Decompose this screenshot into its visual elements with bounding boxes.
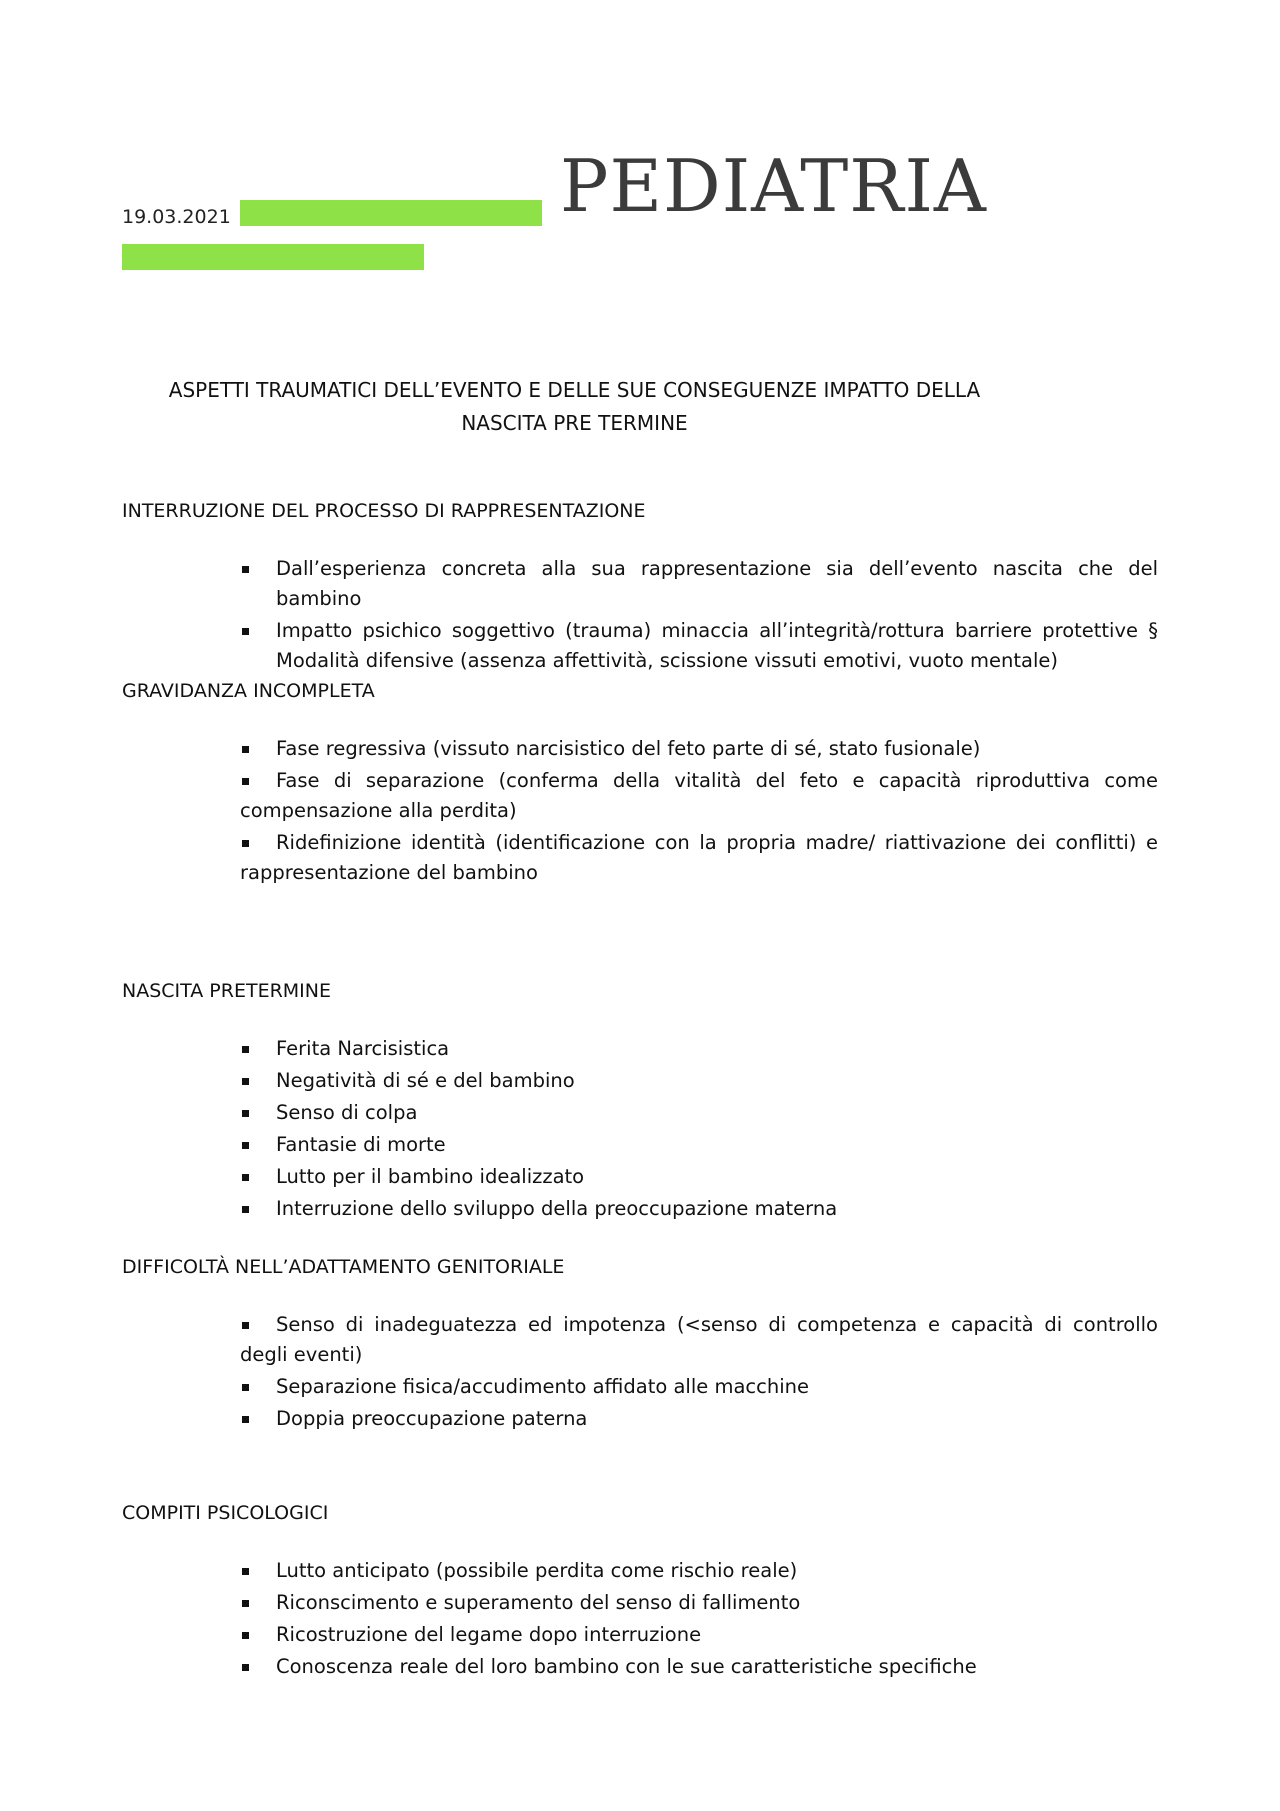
list-item: Fase regressiva (vissuto narcisistico del feto parte di sé, stato fusionale) — [240, 734, 1158, 764]
list-item: Senso di inadeguatezza ed impotenza (<senso di competenza e capacità di controllo degli eventi) — [240, 1313, 1158, 1366]
bullet-square-icon — [242, 1078, 249, 1085]
list-item: Fase di separazione (conferma della vitalità del feto e capacità riproduttiva come compensazione alla perdita) — [240, 769, 1158, 822]
bullet-list-compiti — [240, 1556, 1158, 1684]
bullet-square-icon — [242, 1142, 249, 1149]
list-item: Negatività di sé e del bambino — [240, 1066, 1158, 1096]
bullet-square-icon — [242, 1600, 249, 1607]
bullet-square-icon — [242, 1568, 249, 1575]
list-item: Separazione fisica/accudimento affidato alle macchine — [240, 1372, 1158, 1402]
bullet-list-nascita — [240, 1034, 1158, 1226]
accent-bar-bottom — [122, 244, 424, 270]
bullet-square-icon — [242, 1632, 249, 1639]
list-item: Conoscenza reale del loro bambino con le sue caratteristiche specifiche — [240, 1652, 1158, 1682]
list-item: Lutto anticipato (possibile perdita come rischio reale) — [240, 1556, 1158, 1586]
list-item: Dall’esperienza concreta alla sua rappresentazione sia dell’evento nascita che del bambino — [240, 554, 1158, 614]
section-heading-interruzione: INTERRUZIONE DEL PROCESSO DI RAPPRESENTAZIONE — [122, 500, 646, 522]
list-item: Fantasie di morte — [240, 1130, 1158, 1160]
list-item: Senso di colpa — [240, 1098, 1158, 1128]
list-item: Ferita Narcisistica — [240, 1034, 1158, 1064]
list-item: Riconscimento e superamento del senso di fallimento — [240, 1588, 1158, 1618]
bullet-square-icon — [242, 746, 249, 753]
bullet-square-icon — [242, 1174, 249, 1181]
main-heading-line-2: NASCITA PRE TERMINE — [461, 411, 688, 435]
page-title: PEDIATRIA — [560, 144, 987, 228]
bullet-square-icon — [242, 628, 249, 635]
bullet-square-icon — [242, 1046, 249, 1053]
list-item: Interruzione dello sviluppo della preoccupazione materna — [240, 1194, 1158, 1224]
list-item: Ridefinizione identità (identificazione con la propria madre/ riattivazione dei conflitti) e rappresentazione del bambino — [240, 831, 1158, 884]
list-item: Ricostruzione del legame dopo interruzione — [240, 1620, 1158, 1650]
bullet-square-icon — [242, 566, 249, 573]
list-item: Doppia preoccupazione paterna — [240, 1404, 1158, 1434]
section-heading-compiti: COMPITI PSICOLOGICI — [122, 1502, 329, 1524]
list-item: Lutto per il bambino idealizzato — [240, 1162, 1158, 1192]
bullet-square-icon — [242, 1322, 249, 1329]
list-item: Impatto psichico soggettivo (trauma) minaccia all’integrità/rottura barriere protettive § Modalità difensive (assenza affettività, scissione vissuti emotivi, vuoto mentale) — [240, 616, 1158, 676]
accent-bar-top — [240, 200, 542, 226]
document-date: 19.03.2021 — [122, 206, 231, 228]
bullet-square-icon — [242, 840, 249, 847]
bullet-square-icon — [242, 1416, 249, 1423]
bullet-square-icon — [242, 1206, 249, 1213]
section-heading-gravidanza: GRAVIDANZA INCOMPLETA — [122, 680, 375, 702]
bullet-list-interruzione — [240, 554, 1158, 678]
bullet-list-difficolta — [240, 1310, 1158, 1436]
bullet-square-icon — [242, 1110, 249, 1117]
main-heading-line-1: ASPETTI TRAUMATICI DELL’EVENTO E DELLE SUE CONSEGUENZE IMPATTO DELLA — [168, 378, 981, 402]
bullet-square-icon — [242, 1664, 249, 1671]
main-heading — [122, 374, 1027, 440]
bullet-square-icon — [242, 778, 249, 785]
section-heading-difficolta: DIFFICOLTÀ NELL’ADATTAMENTO GENITORIALE — [122, 1256, 565, 1278]
bullet-square-icon — [242, 1384, 249, 1391]
section-heading-nascita: NASCITA PRETERMINE — [122, 980, 331, 1002]
bullet-list-gravidanza — [240, 734, 1158, 890]
